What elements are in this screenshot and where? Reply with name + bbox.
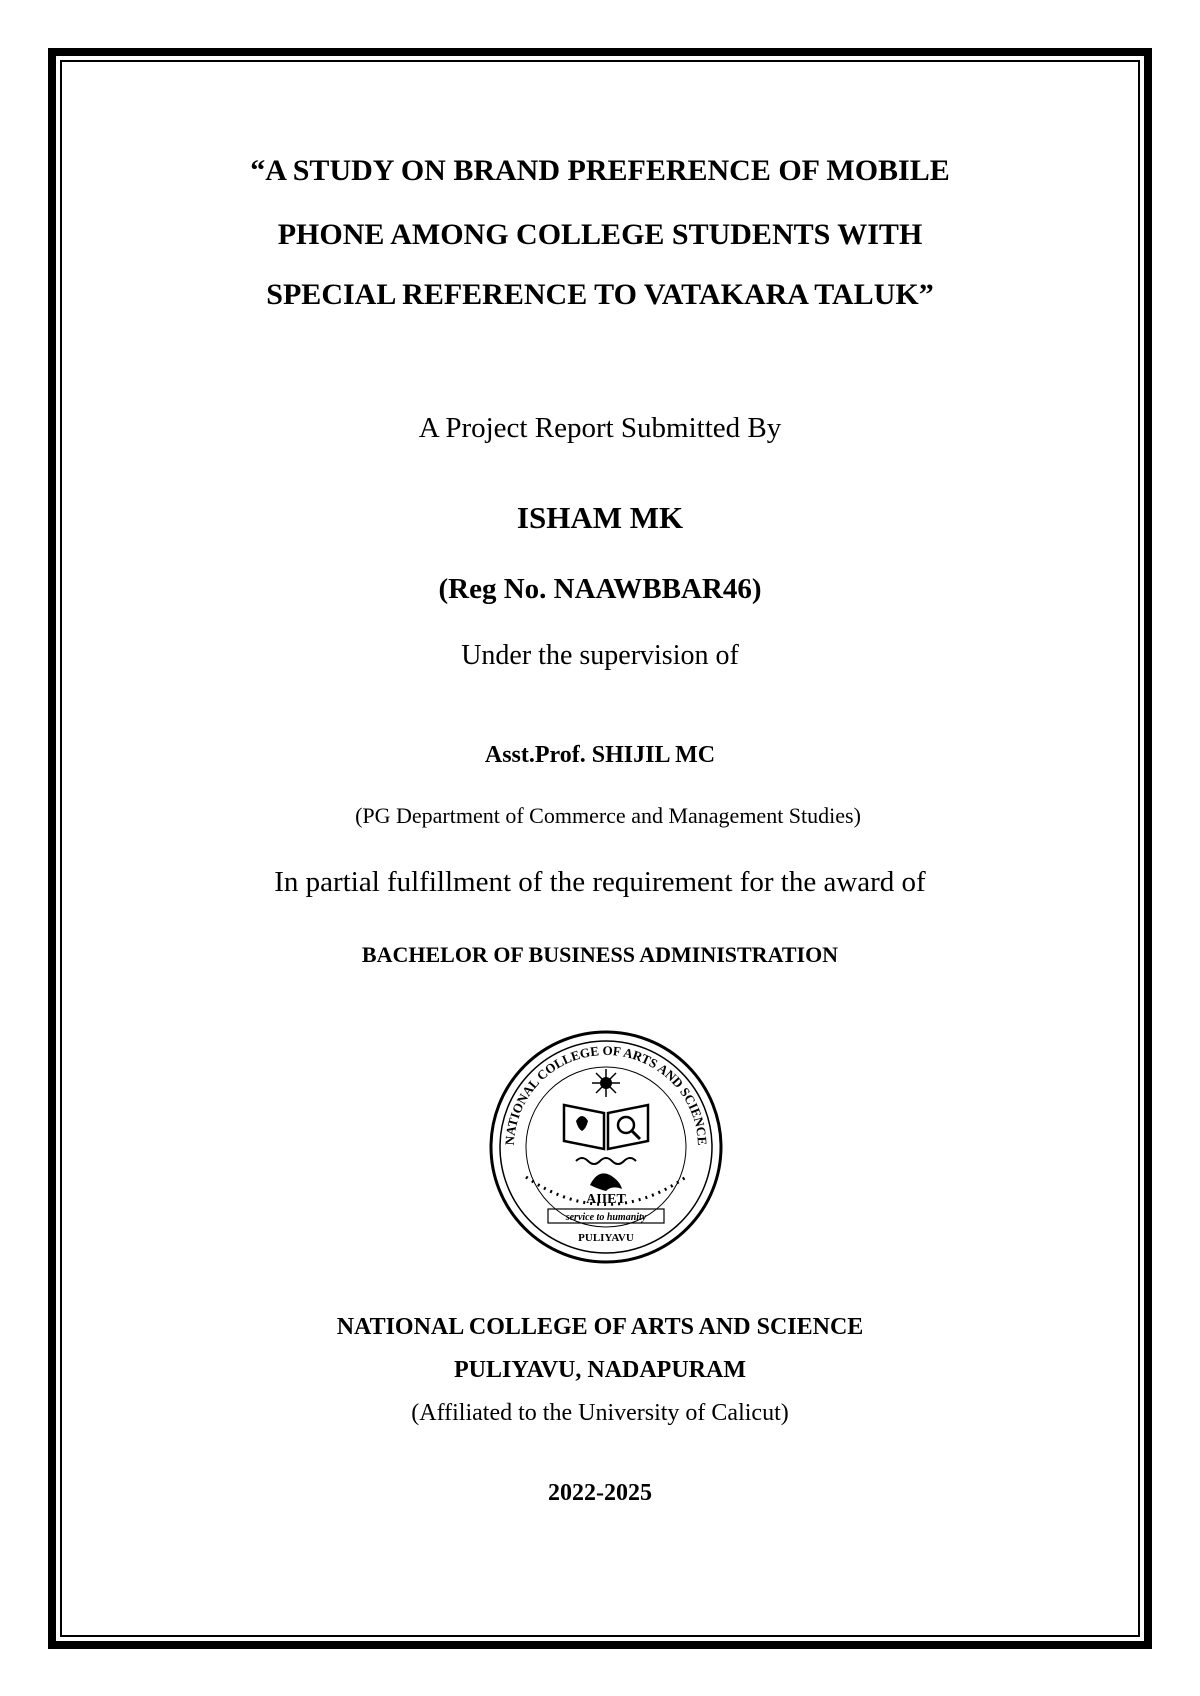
department-name: (PG Department of Commerce and Management Studies) (355, 803, 861, 828)
author-name: ISHAM MK (516, 500, 684, 535)
institution-affiliation: (Affiliated to the University of Calicut) (411, 1400, 789, 1426)
seal-ring-text: NATIONAL COLLEGE OF ARTS AND SCIENCE (501, 1042, 711, 1146)
academic-years: 2022-2025 (548, 1480, 652, 1506)
title-line-2: PHONE AMONG COLLEGE STUDENTS WITH (277, 218, 923, 251)
supervisor-name: Asst.Prof. SHIJIL MC (484, 742, 716, 768)
college-seal-icon (486, 1027, 726, 1267)
submitted-by-label: A Project Report Submitted By (418, 412, 782, 444)
sun-icon (592, 1069, 620, 1097)
registration-number: (Reg No. NAAWBBAR46) (438, 573, 762, 605)
degree-name: BACHELOR OF BUSINESS ADMINISTRATION (361, 942, 839, 967)
title-line-1: “A STUDY ON BRAND PREFERENCE OF MOBILE (250, 154, 950, 187)
seal-org-text: AIIET (586, 1192, 626, 1207)
seal-motto-text: service to humanity (565, 1212, 647, 1223)
bird-icon (590, 1173, 622, 1191)
seal-place-text: PULIYAVU (578, 1232, 634, 1244)
supervision-label: Under the supervision of (461, 640, 739, 671)
title-line-3: SPECIAL REFERENCE TO VATAKARA TALUK” (266, 278, 934, 311)
institution-name: NATIONAL COLLEGE OF ARTS AND SCIENCE (336, 1314, 864, 1340)
fulfillment-statement: In partial fulfillment of the requirement for the award of (274, 866, 926, 898)
institution-location: PULIYAVU, NADAPURAM (453, 1357, 746, 1383)
open-book-icon (564, 1105, 648, 1149)
